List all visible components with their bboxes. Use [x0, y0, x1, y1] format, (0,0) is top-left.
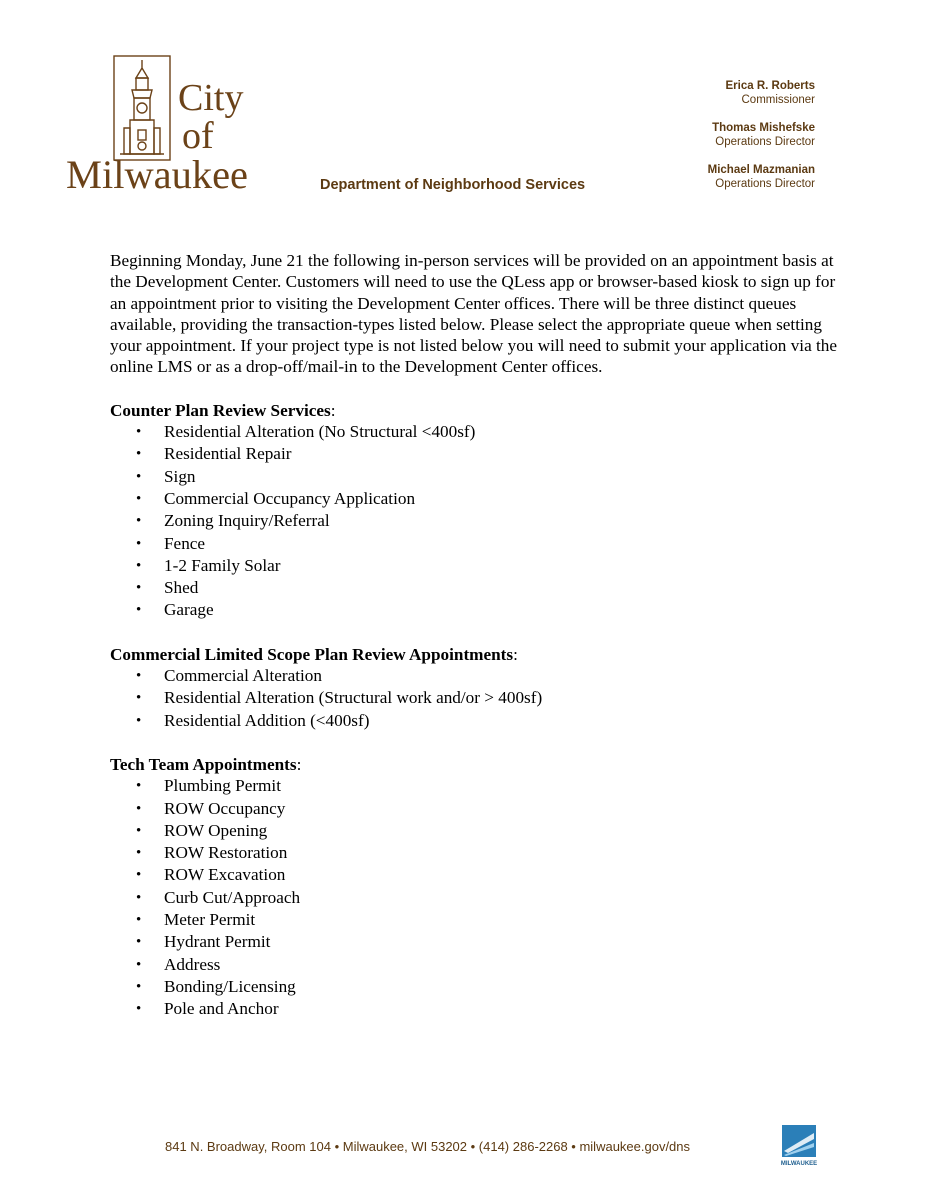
bullet-icon: •: [136, 557, 142, 574]
bullet-icon: •: [136, 1001, 142, 1018]
footer-logo-text: MILWAUKEE: [780, 1161, 818, 1167]
official-operations-director-1: [595, 121, 815, 149]
list-item: [110, 555, 850, 577]
list-item-text: 1-2 Family Solar: [164, 555, 281, 575]
bullet-icon: •: [136, 867, 142, 884]
list-item-text: Hydrant Permit: [164, 932, 271, 952]
bullet-icon: •: [136, 934, 142, 951]
list-item: [110, 443, 850, 465]
bullet-icon: •: [136, 446, 142, 463]
bullet-icon: •: [136, 956, 142, 973]
bullet-icon: •: [136, 845, 142, 862]
bullet-icon: •: [136, 778, 142, 795]
list-item-text: Curb Cut/Approach: [164, 887, 301, 907]
list-item: [110, 577, 850, 599]
list-item-text: Garage: [164, 600, 214, 620]
list-item: [110, 488, 850, 510]
bullet-icon: •: [136, 822, 142, 839]
bullet-icon: •: [136, 424, 142, 441]
list-item-text: Sign: [164, 466, 196, 486]
list-item-text: Residential Repair: [164, 444, 292, 464]
list-item: [110, 909, 850, 931]
list-item: [110, 510, 850, 532]
bullet-icon: •: [136, 580, 142, 597]
list-item-text: Fence: [164, 533, 206, 553]
official-name: Thomas Mishefske: [712, 122, 815, 134]
bullet-icon: •: [136, 889, 142, 906]
commercial-services-list: [110, 665, 850, 732]
list-item-text: ROW Restoration: [164, 843, 288, 863]
list-item: [110, 887, 850, 909]
list-item-text: Commercial Occupancy Application: [164, 488, 416, 508]
bullet-icon: •: [136, 468, 142, 485]
list-item-text: Shed: [164, 578, 199, 598]
bullet-icon: •: [136, 513, 142, 530]
official-commissioner: [595, 79, 815, 107]
list-item-text: Plumbing Permit: [164, 776, 281, 796]
tech-team-services-list: [110, 775, 850, 1020]
list-item-text: Zoning Inquiry/Referral: [164, 511, 330, 531]
bullet-icon: •: [136, 800, 142, 817]
list-item-text: Residential Addition (<400sf): [164, 710, 370, 730]
bullet-icon: •: [136, 535, 142, 552]
list-item: [110, 710, 850, 732]
letter-body: [110, 250, 850, 1021]
footer-address: 841 N. Broadway, Room 104 • Milwaukee, WI 53202 • (414) 286-2268 • milwaukee.gov/dns: [165, 1139, 691, 1154]
section-heading-commercial: Commercial Limited Scope Plan Review Appointments:: [110, 644, 518, 664]
department-name: Department of Neighborhood Services: [320, 177, 586, 193]
list-item: [110, 775, 850, 797]
official-name: Michael Mazmanian: [707, 164, 815, 176]
list-item: [110, 976, 850, 998]
bullet-icon: •: [136, 912, 142, 929]
list-item: [110, 864, 850, 886]
bullet-icon: •: [136, 978, 142, 995]
list-item: [110, 954, 850, 976]
official-name: Erica R. Roberts: [725, 80, 815, 92]
list-item-text: Commercial Alteration: [164, 666, 322, 686]
list-item-text: ROW Excavation: [164, 865, 286, 885]
milwaukee-art-museum-icon: [780, 1125, 820, 1167]
list-item-text: Residential Alteration (No Structural <400sf): [164, 422, 476, 442]
list-item-text: Bonding/Licensing: [164, 976, 296, 996]
official-title: Commissioner: [741, 94, 815, 106]
intro-paragraph: Beginning Monday, June 21 the following in-person services will be provided on an appointment basis at the Development Center. Customers will need to use the QLess app or browser-based kiosk to sign up for an appointment prior to visiting the Development Center offices. There will be three distinct queues available, providing the transaction-types listed below. Please select the appropriate queue when setting your appointment. If your project type is not listed below you will need to submit your application via the online LMS or as a drop-off/mail-in to the Development Center offices.: [110, 251, 837, 377]
officials-list: [595, 79, 815, 205]
list-item: [110, 998, 850, 1020]
bullet-icon: •: [136, 690, 142, 707]
list-item: [110, 599, 850, 621]
city-hall-tower-icon: [66, 50, 256, 195]
official-operations-director-2: [595, 163, 815, 191]
list-item: [110, 421, 850, 443]
list-item: [110, 665, 850, 687]
list-item: [110, 820, 850, 842]
section-heading-tech-team: Tech Team Appointments:: [110, 754, 302, 774]
list-item-text: ROW Opening: [164, 820, 268, 840]
counter-services-list: [110, 421, 850, 622]
list-item-text: ROW Occupancy: [164, 798, 286, 818]
list-item: [110, 931, 850, 953]
city-of-milwaukee-logo: [66, 50, 256, 195]
list-item: [110, 533, 850, 555]
bullet-icon: •: [136, 712, 142, 729]
list-item: [110, 842, 850, 864]
logo-milwaukee: Milwaukee: [66, 152, 248, 195]
list-item: [110, 466, 850, 488]
logo-city: City: [178, 77, 244, 119]
bullet-icon: •: [136, 490, 142, 507]
list-item: [110, 687, 850, 709]
list-item-text: Pole and Anchor: [164, 999, 279, 1019]
list-item-text: Meter Permit: [164, 910, 256, 930]
logo-of: of: [182, 115, 214, 157]
section-heading-counter: Counter Plan Review Services:: [110, 400, 336, 420]
list-item-text: Residential Alteration (Structural work and/or > 400sf): [164, 688, 543, 708]
list-item: [110, 798, 850, 820]
bullet-icon: •: [136, 668, 142, 685]
list-item-text: Address: [164, 954, 221, 974]
official-title: Operations Director: [715, 136, 815, 148]
bullet-icon: •: [136, 602, 142, 619]
official-title: Operations Director: [715, 178, 815, 190]
